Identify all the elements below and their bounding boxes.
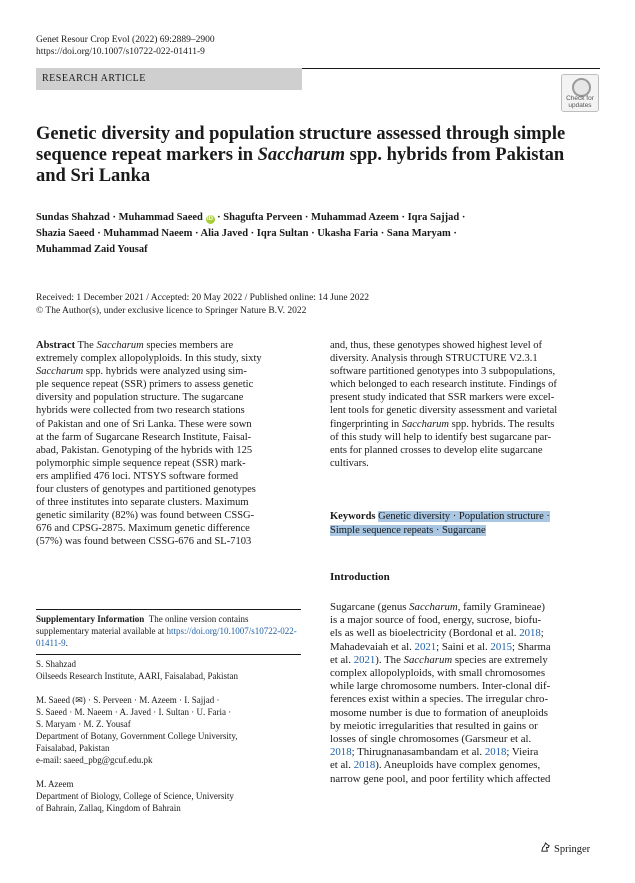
supplementary-information: Supplementary Information The online version contains supplementary material available at https://doi.org/10.1007/s10722-022-01411-9. bbox=[36, 609, 301, 649]
citation-link[interactable]: 2018 bbox=[519, 627, 541, 640]
publication-dates: Received: 1 December 2021 / Accepted: 20 May 2022 / Published online: 14 June 2022 © The Author(s), under exclusive licence to Springer Nature B.V. 2022 bbox=[36, 293, 369, 316]
citation-link[interactable]: 2018 bbox=[484, 746, 507, 759]
abstract-right: and, thus, these genotypes showed highest level of diversity. Analysis through STRUCTURE V2.3.1 software partitioned genotypes into 3 subpopulations, which belonged to each research institute. Findings of present study indicated that SSR markers were excel- lent tools for genetic diversity assessment and varietal fingerprinting in Saccharum spp. hybrids. The results of this study will help to identify best sugarcane par- ents for planned crosses to develop elite sugarcane cultivars. bbox=[330, 340, 558, 469]
affiliations: S. Shahzad Oilseeds Research Institute, AARI, Faisalabad, Pakistan M. Saeed (✉) · S. Perveen · M. Azeem · I. Sajjad · S. Saeed · M. Naeem · A. Javed · I. Sultan · U. Faria · S. Maryam · M. Z. Yousaf Department of Botany, Government College University, Faisalabad, Pakistan e-mail: saeed_pbg@gcuf.edu.pk M. Azeem Department of Biology, College of Science, University of Bahrain, Zallaq, Kingdom of Bahrain bbox=[36, 654, 301, 814]
citation-link[interactable]: 2021 bbox=[353, 653, 376, 666]
orcid-icon[interactable]: iD bbox=[207, 216, 214, 222]
citation-link[interactable]: 2015 bbox=[490, 640, 513, 653]
journal-citation: Genet Resour Crop Evol (2022) 69:2889–2900 bbox=[36, 35, 215, 45]
springer-label: Springer bbox=[554, 844, 591, 855]
article-type-label: RESEARCH ARTICLE bbox=[42, 73, 146, 84]
supplementary-label: Supplementary Information bbox=[36, 614, 145, 624]
supplementary-link[interactable]: https://doi.org/10.1007/s10722-022-01411-9 bbox=[36, 626, 297, 648]
header-rule bbox=[302, 68, 600, 69]
check-for-updates-text: Check for updates bbox=[566, 95, 594, 109]
journal-doi[interactable]: https://doi.org/10.1007/s10722-022-01411-9 bbox=[36, 47, 205, 57]
abstract-label: Abstract bbox=[36, 340, 76, 351]
introduction-heading: Introduction bbox=[330, 571, 390, 583]
springer-footer bbox=[540, 842, 590, 855]
keywords bbox=[330, 510, 596, 538]
abstract-left: Abstract The Saccharum species members are extremely complex allopolyploids. In this study, sixty Saccharum spp. hybrids were analyzed using sim- ple sequence repeat (SSR) primers to assess genetic diversity and population structure. The sugarcane hybrids were collected from two research stations of Pakistan and one of Sri Lanka. These were sown at the farm of Sugarcane Research Institute, Faisal- abad, Pakistan. Genotyping of the hybrids with 125 polymorphic simple sequence repeat (SSR) mark- ers amplified 476 loci. NTSYS software formed four clusters of genotypes and partitioned genotypes of three institutes into separate clusters. Maximum genetic similarity (82%) was found between CSSG- 676 and CPSG-2875. Maximum genetic difference (57%) was found between CSSG-676 and SL-7103 bbox=[36, 340, 262, 548]
author-list: Sundas Shahzad · Muhammad Saeed iD · Shagufta Perveen · Muhammad Azeem · Iqra Sajjad · Shazia Saeed · Muhammad Naeem · Alia Javed · Iqra Sultan · Ukasha Faria · Sana Maryam · Muhammad Zaid Yousaf bbox=[36, 212, 466, 255]
springer-horse-icon bbox=[540, 842, 551, 853]
corresponding-email[interactable]: e-mail: saeed_pbg@gcuf.edu.pk bbox=[36, 755, 153, 765]
citation-link[interactable]: 2018 bbox=[330, 746, 352, 759]
journal-header bbox=[36, 34, 215, 58]
keywords-line2: Simple sequence repeats · Sugarcane bbox=[330, 525, 486, 536]
article-title: Genetic diversity and population structure assessed through simple sequence repeat markers in Saccharum spp. hybrids from Pakistan and Sri Lanka bbox=[36, 124, 566, 186]
keywords-line1: Genetic diversity · Population structure · bbox=[378, 511, 550, 522]
introduction-text: Sugarcane (genus Saccharum, family Gramineae) is a major source of food, energy, sucrose, biofu- els as well as bioelectricity (Bordonal et al. 2018; Mahadevaiah et al. 2021; Saini et al. 2015; Sharma et al. 2021). The Saccharum species are extremely complex allopolyploids, with small chromosomes while large chromosome numbers. Inter-clonal dif- ferences exist within a species. The irregular chro- mosome number is due to formation of aneuploids by meiotic irregularities that resulted in gains or losses of single chromosomes (Garsmeur et al. 2018; Thirugnanasambandam et al. 2018; Vieira et al. 2018). Aneuploids have complex genomes, narrow gene pool, and poor fertility which affected bbox=[330, 601, 551, 785]
citation-link[interactable]: 2018 bbox=[353, 759, 376, 772]
keywords-label: Keywords bbox=[330, 511, 376, 522]
citation-link[interactable]: 2021 bbox=[414, 640, 437, 653]
check-for-updates-badge[interactable] bbox=[561, 74, 599, 112]
